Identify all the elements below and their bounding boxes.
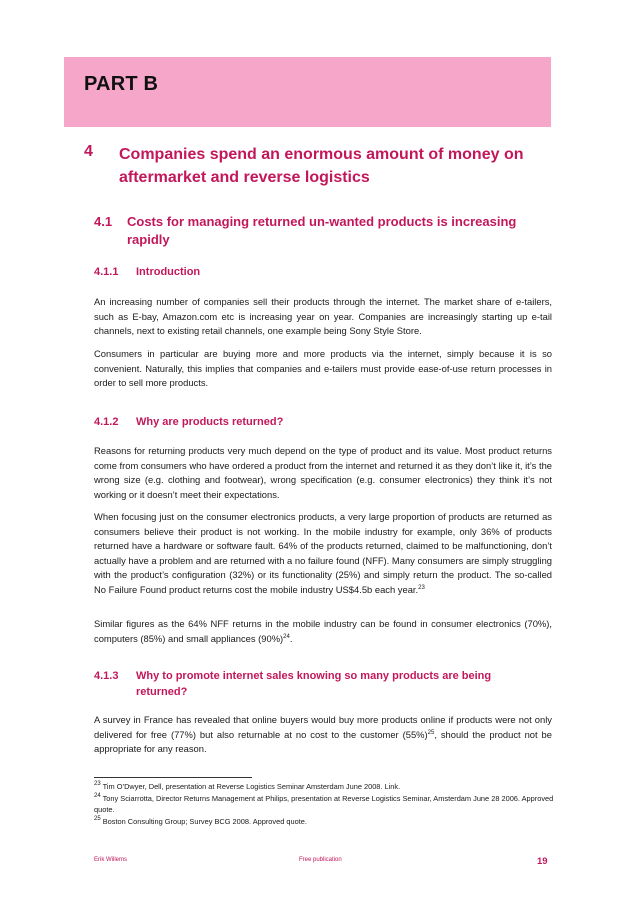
paragraph: Reasons for returning products very much depend on the type of product and its value. Most product returns come from consumers who have ordered a product from the internet and returned it as they don’t like it, it’s the wrong size (e.g. clothing and footwear), wrong specification (e.g. consumer electronics) they think it’s not working or it doesn’t meet their expectations. (94, 445, 552, 500)
subsection-number: 4.1.3 (94, 670, 119, 682)
paragraph (94, 713, 552, 757)
section-title: Costs for managing returned un-wanted products is increasing rapidly (127, 214, 517, 247)
subsection-heading-introduction (94, 264, 534, 280)
footnote (94, 817, 554, 828)
subsection-title: Why are products returned? (136, 416, 284, 428)
section-number: 4.1 (94, 214, 113, 229)
page-number: 19 (537, 856, 548, 867)
paragraph-text: Similar figures as the 64% NFF returns in the mobile industry can be found in consumer electronics (70%), computers (85%) and small appliances (90%) (94, 618, 552, 644)
subsection-title: Why to promote internet sales knowing so many products are being returned? (136, 670, 492, 698)
paragraph-text: When focusing just on the consumer electronics products, a very large proportion of products are returned as consumers believe their product is not working. In the mobile industry for example, only 36% of products returned have a hardware or software fault. 64% of the products returned, claimed to be malfunctioning, don’t actually have a problem and are returned with a no failure found (NFF). Many consumers are simply struggling with the product’s configuration (32%) or its functionality (25%) and simply return the product. The so-called No Failure Found product returns cost the mobile industry US$4.5b each year. (94, 511, 552, 595)
chapter-number: 4 (84, 143, 93, 160)
paragraph-text: , should the product not be appropriate for any reason. (94, 728, 552, 754)
subsection-title: Introduction (136, 266, 201, 278)
paragraph: Consumers in particular are buying more and more products via the internet, simply because it is so convenient. Naturally, this implies that companies and e-tailers must provide ease-of-use return processes in order to sell more products. (94, 348, 552, 388)
footer-author: Erik Willems (94, 857, 127, 863)
section-heading (94, 213, 534, 249)
subsection-number: 4.1.2 (94, 416, 119, 428)
subsection-number: 4.1.1 (94, 266, 119, 278)
footnote-ref: 23 (418, 584, 425, 591)
paragraph (94, 510, 552, 597)
part-title: PART B (84, 73, 159, 95)
footnote-ref: 24 (283, 633, 290, 640)
footnote-text: Boston Consulting Group; Survey BCG 2008. Approved quote. (102, 817, 307, 826)
paragraph: Similar figures as the 64% NFF returns in the mobile industry can be found in consumer electronics (70%), computers (85%) and small appliances $(90\%)^{24}$. (94, 618, 552, 644)
footnote-number: 23 (94, 781, 101, 787)
footer-publication: Free publication (299, 857, 342, 863)
subsection-heading-why-returned (94, 414, 534, 430)
subsection-heading-promote-internet (94, 668, 534, 700)
footnote-ref: 25 (427, 729, 435, 736)
footnote-divider (94, 777, 252, 778)
footnote-number: 25 (94, 816, 101, 822)
footnote-text: Tony Sciarrotta, Director Returns Management at Philips, presentation at Reverse Logistics Seminar, Amsterdam June 28 2006. Approved quote. (94, 794, 554, 814)
footnote (94, 782, 554, 793)
paragraph-text: A survey in France has revealed that online buyers would buy more products online if products were not only delivered for free (77%) but also returnable at no cost to the customer (55%) (94, 714, 552, 740)
footnote (94, 794, 554, 815)
footnote-text: Tim O’Dwyer, Dell, presentation at Reverse Logistics Seminar Amsterdam June 2008. Link. (102, 782, 401, 791)
paragraph: An increasing number of companies sell their products through the internet. The market share of e-tailers, such as E-bay, Amazon.com etc is increasing year on year. Companies are increasingly starting up e-tail channels, next to existing retail channels, one example being Sony Style Store. (94, 296, 552, 336)
chapter-title: Companies spend an enormous amount of money on aftermarket and reverse logistics (119, 146, 524, 186)
footnote-number: 24 (94, 793, 101, 799)
